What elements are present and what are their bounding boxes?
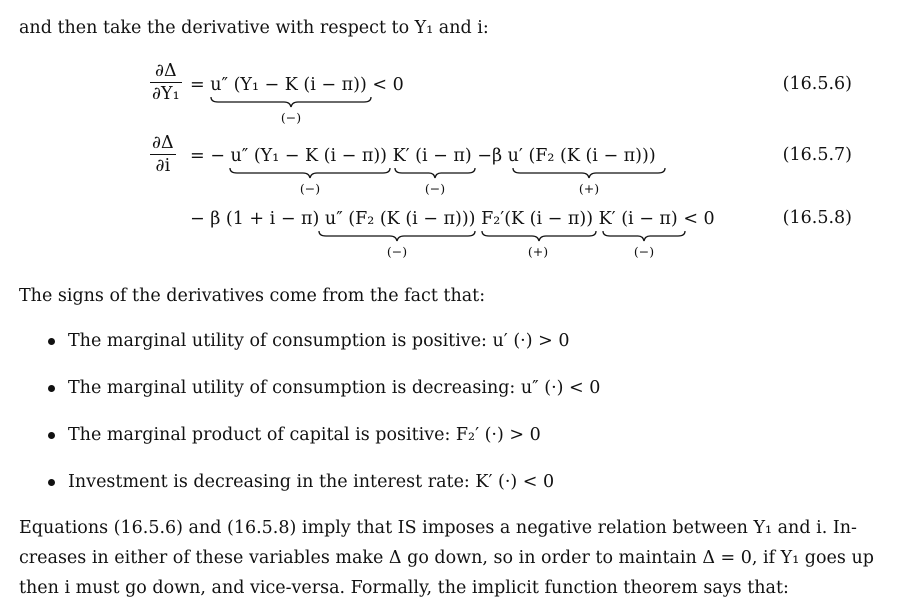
fraction-denominator: ∂Y₁ xyxy=(152,84,180,104)
underbrace xyxy=(481,230,597,242)
underbrace xyxy=(512,167,666,179)
paragraph-line: Equations (16.5.6) and (16.5.8) imply that IS imposes a negative relation between Y₁ and i. In- xyxy=(19,518,857,538)
sign-label: (−) xyxy=(424,181,446,196)
equation-body: − β (1 + i − π) u″ (F₂ (K (i − π))) F₂′(K (i − π)) K′ (i − π) < 0 xyxy=(190,209,715,229)
underbrace xyxy=(394,167,476,179)
intro-text: and then take the derivative with respect to Y₁ and i: xyxy=(19,18,489,38)
underbrace xyxy=(602,230,686,242)
underbrace xyxy=(318,230,476,242)
list-item-text: The marginal product of capital is positive: F₂′ (·) > 0 xyxy=(68,425,541,445)
underbrace xyxy=(229,167,391,179)
list-item-text: The marginal utility of consumption is decreasing: u″ (·) < 0 xyxy=(68,378,601,398)
fraction-numerator: ∂Δ xyxy=(154,61,177,81)
sign-label: (−) xyxy=(386,244,408,259)
sign-label: (+) xyxy=(527,244,549,259)
paragraph-line: creases in either of these variables make Δ go down, so in order to maintain Δ = 0, if Y₁ goes up xyxy=(19,548,874,568)
list-item-text: Investment is decreasing in the interest rate: K′ (·) < 0 xyxy=(68,472,555,492)
body-paragraph xyxy=(19,513,874,603)
bullet-icon xyxy=(48,338,55,345)
sign-label: (+) xyxy=(578,181,600,196)
signs-intro: The signs of the derivatives come from the fact that: xyxy=(19,286,486,306)
fraction xyxy=(150,132,176,177)
fraction-numerator: ∂Δ xyxy=(152,133,174,153)
bullet-icon xyxy=(48,479,55,486)
paragraph-line: then i must go down, and vice-versa. Formally, the implicit function theorem says that: xyxy=(19,578,789,598)
equation-body: = u″ (Y₁ − K (i − π)) < 0 xyxy=(190,75,404,95)
fraction xyxy=(150,60,182,105)
sign-label: (−) xyxy=(299,181,321,196)
equation-body: = − u″ (Y₁ − K (i − π)) K′ (i − π) −β u′ (F₂ (K (i − π))) xyxy=(190,146,656,166)
equation-number: (16.5.6) xyxy=(782,74,852,94)
equation-number: (16.5.8) xyxy=(782,208,852,228)
bullet-icon xyxy=(48,385,55,392)
equation-number: (16.5.7) xyxy=(782,145,852,165)
fraction-denominator: ∂i xyxy=(150,154,176,177)
underbrace xyxy=(210,96,372,108)
sign-label: (−) xyxy=(633,244,655,259)
list-item-text: The marginal utility of consumption is positive: u′ (·) > 0 xyxy=(68,331,570,351)
sign-label: (−) xyxy=(280,110,302,125)
bullet-icon xyxy=(48,432,55,439)
